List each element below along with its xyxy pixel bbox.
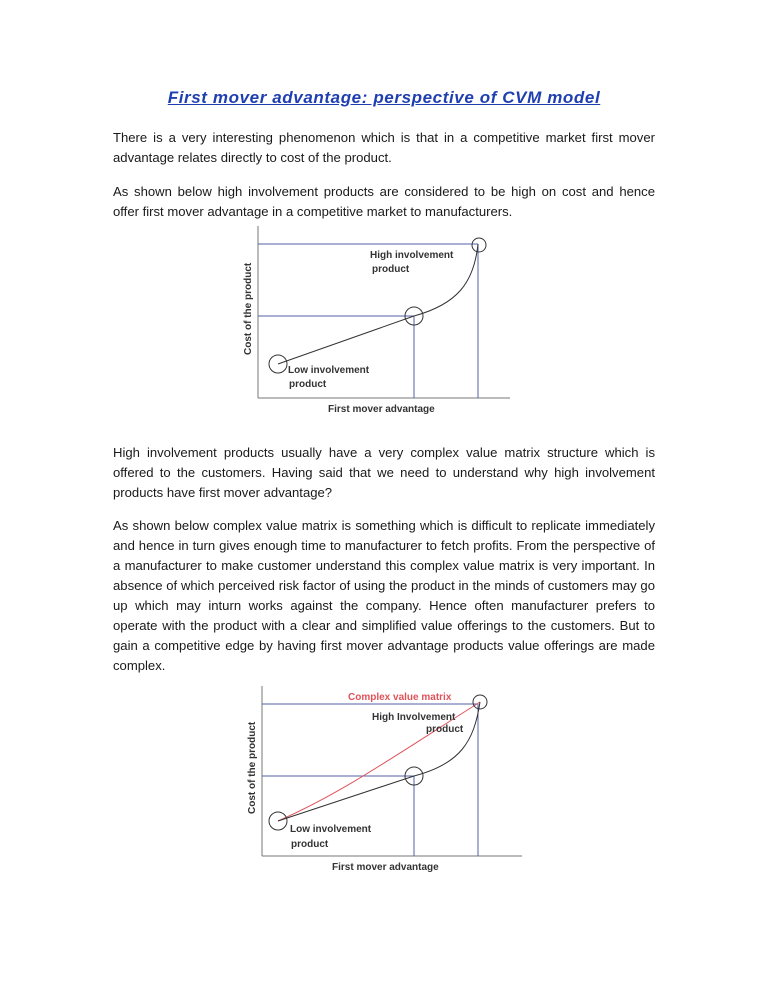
y-axis-label: Cost of the product: [243, 262, 254, 355]
x-axis-label: First mover advantage: [332, 862, 439, 873]
y-axis-label: Cost of the product: [247, 721, 258, 814]
paragraph-complex-value-matrix: As shown below complex value matrix is something which is difficult to replicate immediately and hence in turn gives enough time to manufacturer to fetch profits. From the perspective of a manufacturer to make customer understand this complex value matrix is very important. In absence of which perceived risk factor of using the product in the minds of customers may go up which may inturn works against the company. Hence often manufacturer prefers to operate with the product with a clear and simplified value offerings to the customers. But to gain a competitive edge by having first mover advantage products value offerings are made complex.: [113, 518, 655, 673]
low-involvement-label: Low involvement: [290, 824, 372, 835]
low-involvement-label: Low involvement: [288, 365, 370, 376]
high-involvement-label: High involvement: [370, 250, 454, 261]
low-involvement-label-2: product: [291, 839, 329, 850]
page-title: First mover advantage: perspective of CVM model: [167, 88, 601, 107]
paragraph-high-involvement: As shown below high involvement products are considered to be high on cost and hence offer first mover advantage in a competitive market to manufacturers.: [113, 184, 655, 219]
paragraph-value-matrix: High involvement products usually have a very complex value matrix structure which is offered to the customers. Having said that we need to understand why high involvement products have first mover advantage?: [113, 445, 655, 500]
x-axis-label: First mover advantage: [328, 404, 435, 415]
paragraph-intro: There is a very interesting phenomenon which is that in a competitive market first mover advantage relates directly to cost of the product.: [113, 130, 655, 165]
cost-advantage-curve: [278, 244, 478, 364]
complex-value-matrix-label: Complex value matrix: [348, 692, 452, 703]
high-involvement-label: High Involvement: [372, 712, 456, 723]
low-involvement-label-2: product: [289, 379, 327, 390]
figure-2-diagram: [240, 684, 530, 884]
figure-1-diagram: [236, 222, 526, 422]
high-involvement-label-2: product: [426, 724, 464, 735]
high-involvement-label-2: product: [372, 264, 410, 275]
high-involvement-marker: [472, 238, 486, 252]
